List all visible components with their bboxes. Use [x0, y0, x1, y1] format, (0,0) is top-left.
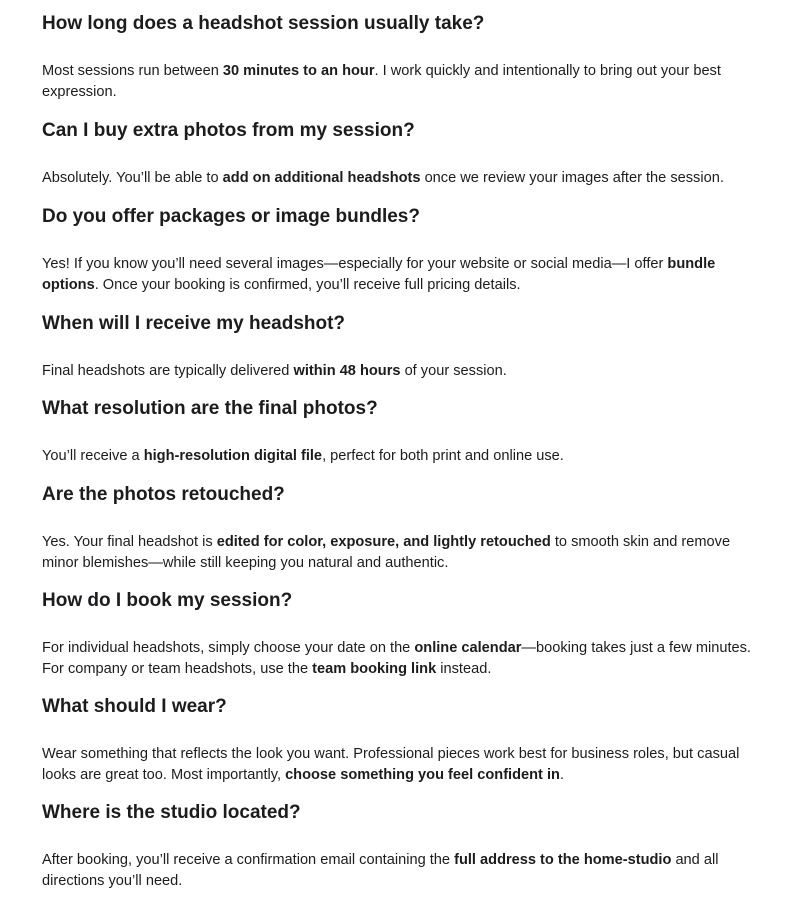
faq-item — [42, 312, 756, 382]
faq-answer — [42, 532, 756, 574]
faq-question: When will I receive my headshot? — [42, 313, 346, 334]
faq-question: Are the photos retouched? — [42, 484, 285, 505]
faq-item — [42, 695, 756, 786]
faq-question: How long does a headshot session usually take? — [42, 13, 485, 34]
faq-answer — [42, 744, 756, 786]
faq-question: How do I book my session? — [42, 590, 293, 611]
answer-text: , perfect for both print and online use. — [322, 448, 564, 464]
answer-text: to smooth skin and remove minor blemishes—while still keeping you natural and authentic. — [42, 534, 731, 571]
faq-item — [42, 589, 756, 680]
faq-answer — [42, 61, 756, 103]
faq-answer — [42, 638, 756, 680]
answer-highlight: 30 minutes to an hour — [222, 63, 375, 79]
answer-text: instead. — [436, 661, 492, 677]
answer-highlight: high-resolution digital file — [143, 448, 323, 464]
answer-text: You’ll receive a — [42, 448, 144, 464]
faq-answer — [42, 446, 756, 467]
answer-highlight: add on additional headshots — [222, 170, 421, 186]
faq-answer — [42, 168, 756, 189]
faq-question: Do you offer packages or image bundles? — [42, 206, 420, 227]
answer-text: and all directions you’ll need. — [42, 852, 719, 889]
answer-highlight: team booking link — [312, 661, 437, 677]
answer-text: of your session. — [400, 363, 507, 379]
faq-item — [42, 801, 756, 892]
faq-answer — [42, 254, 756, 296]
faq-item — [42, 12, 756, 103]
answer-text: Final headshots are typically delivered — [42, 363, 294, 379]
answer-highlight: choose something you feel confident in — [285, 767, 560, 783]
answer-text: Wear something that reflects the look you want. Professional pieces work best for business roles, but casual looks are great too. Most importantly, — [42, 746, 740, 783]
answer-highlight: online calendar — [414, 640, 522, 656]
answer-text: After booking, you’ll receive a confirmation email containing the — [42, 852, 455, 868]
answer-text: . Once your booking is confirmed, you’ll receive full pricing details. — [94, 277, 521, 293]
answer-text: Most sessions run between — [42, 63, 223, 79]
faq-question: Where is the studio located? — [42, 802, 301, 823]
answer-highlight: full address to the home-studio — [454, 852, 672, 868]
answer-highlight: edited for color, exposure, and lightly retouched — [216, 534, 551, 550]
faq-question: Can I buy extra photos from my session? — [42, 120, 415, 141]
answer-text: . I work quickly and intentionally to bring out your best expression. — [42, 63, 721, 100]
answer-text: Absolutely. You’ll be able to — [42, 170, 223, 186]
answer-text: once we review your images after the session. — [420, 170, 724, 186]
faq-item — [42, 397, 756, 467]
answer-highlight: bundle options — [42, 256, 716, 293]
answer-text: —booking takes just a few minutes. For company or team headshots, use the — [42, 640, 751, 677]
faq-item — [42, 205, 756, 296]
faq-answer — [42, 850, 756, 892]
answer-text: Yes! If you know you’ll need several images—especially for your website or social media—I offer — [42, 256, 668, 272]
faq-item — [42, 119, 756, 189]
answer-text: Yes. Your final headshot is — [42, 534, 217, 550]
faq-question: What should I wear? — [42, 696, 227, 717]
answer-text: For individual headshots, simply choose your date on the — [42, 640, 415, 656]
faq-question: What resolution are the final photos? — [42, 398, 378, 419]
faq-answer — [42, 361, 756, 382]
answer-text: . — [559, 767, 564, 783]
faq-item — [42, 483, 756, 574]
answer-highlight: within 48 hours — [293, 363, 401, 379]
